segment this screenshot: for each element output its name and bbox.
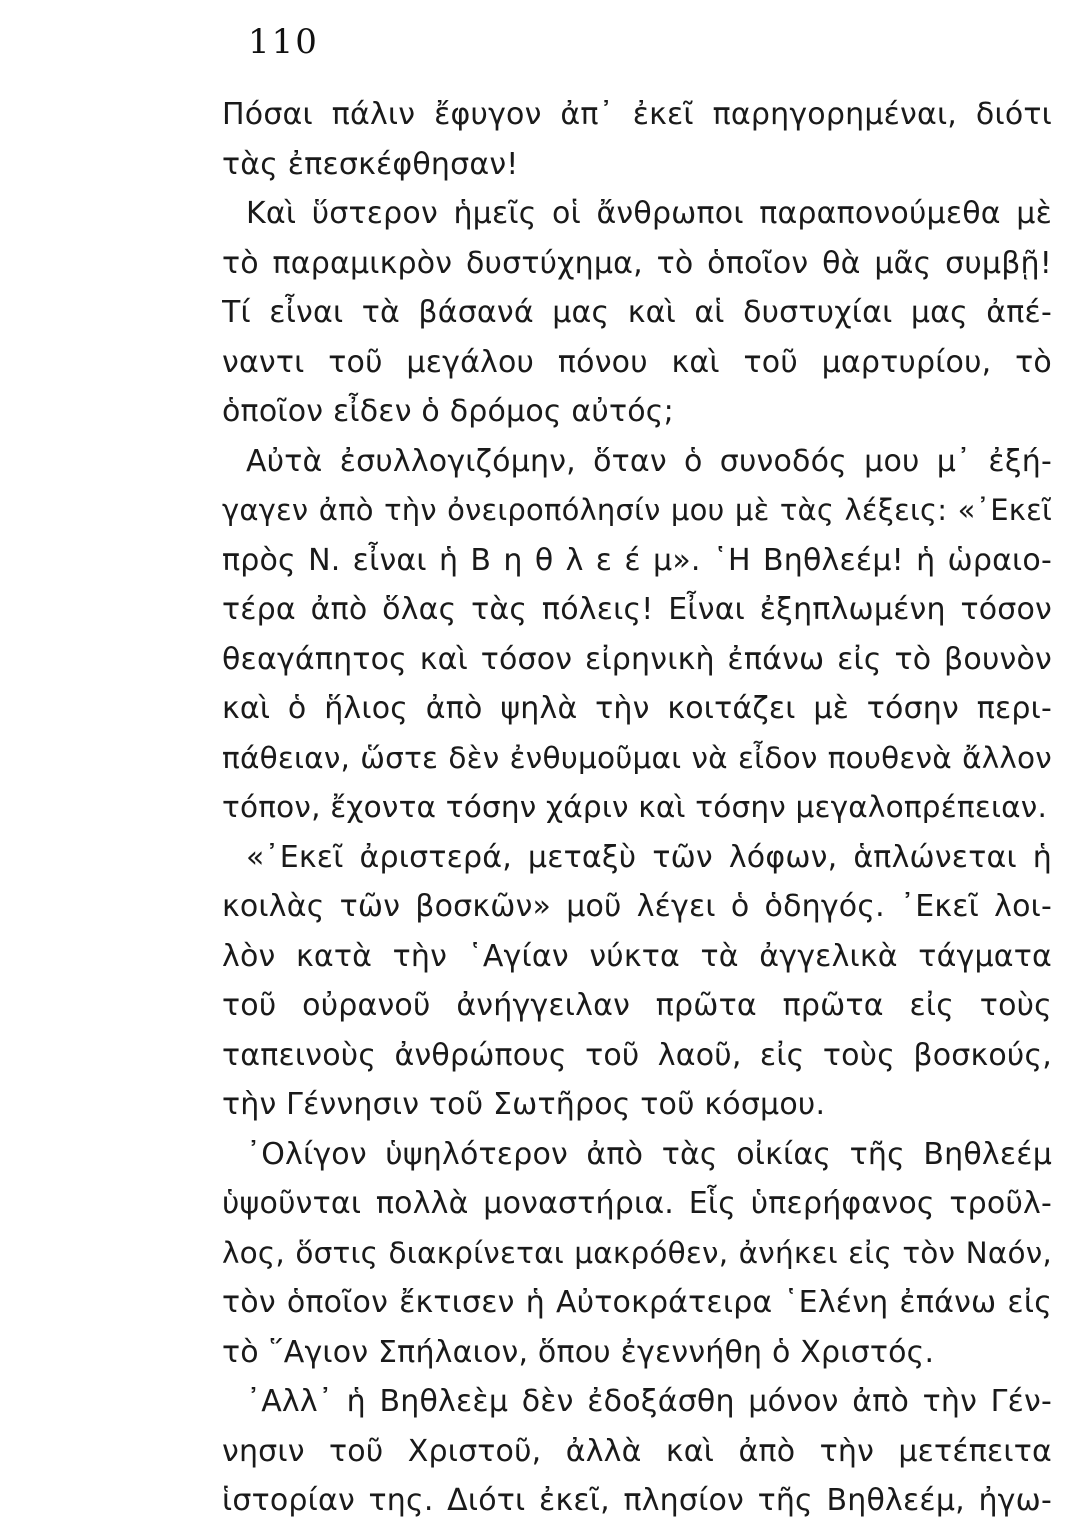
text-line: τόπον, ἔχοντα τόσην χάριν καὶ τόσην μεγαλοπρέπειαν.: [222, 790, 1048, 824]
text-line: Τί εἶναι τὰ βάσανά μας καὶ αἱ δυστυχίαι μας ἀπέ-: [222, 295, 1052, 330]
text-line: τὸ ῞Αγιον Σπήλαιον, ὅπου ἐγεννήθη ὁ Χριστός.: [222, 1334, 935, 1370]
text-line: τὴν Γέννησιν τοῦ Σωτῆρος τοῦ κόσμου.: [222, 1087, 826, 1122]
text-line: πρὸς Ν. εἶναι ἡ Β η θ λ ε έ μ». ῾Η Βηθλεέμ! ἡ ὡραιο-: [222, 542, 1052, 578]
text-line: τὰς ἐπεσκέφθησαν!: [222, 146, 519, 182]
text-line: ταπεινοὺς ἀνθρώπους τοῦ λαοῦ, εἰς τοὺς βοσκούς,: [222, 1037, 1052, 1073]
text-line: ναντι τοῦ μεγάλου πόνου καὶ τοῦ μαρτυρίου, τὸ: [222, 344, 1052, 380]
page-number: 110: [248, 22, 319, 62]
text-line: τὸ παραμικρὸν δυστύχημα, τὸ ὁποῖον θὰ μᾶς συμβῇ!: [222, 245, 1052, 281]
text-line: κοιλὰς τῶν βοσκῶν» μοῦ λέγει ὁ ὁδηγός. ᾿Εκεῖ λοι-: [222, 889, 1052, 924]
text-line: νησιν τοῦ Χριστοῦ, ἀλλὰ καὶ ἀπὸ τὴν μετέπειτα: [222, 1433, 1052, 1469]
text-line: τέρα ἀπὸ ὅλας τὰς πόλεις! Εἶναι ἐξηπλωμένη τόσον: [222, 592, 1052, 627]
text-line: Πόσαι πάλιν ἔφυγον ἀπ᾿ ἐκεῖ παρηγορημέναι, διότι: [222, 97, 1052, 132]
text-line: λὸν κατὰ τὴν ῾Αγίαν νύκτα τὰ ἀγγελικὰ τάγματα: [222, 938, 1052, 974]
text-line: θεαγάπητος καὶ τόσον εἰρηνικὴ ἐπάνω εἰς τὸ βουνὸν: [222, 641, 1052, 677]
text-line: καὶ ὁ ἥλιος ἀπὸ ψηλὰ τὴν κοιτάζει μὲ τόσην περι-: [222, 691, 1052, 726]
body-text: [222, 90, 1052, 1526]
text-line: ὑψοῦνται πολλὰ μοναστήρια. Εἷς ὑπερήφανος τροῦλ-: [222, 1186, 1052, 1221]
text-line: τοῦ οὐρανοῦ ἀνήγγειλαν πρῶτα πρῶτα εἰς τοὺς: [222, 988, 1052, 1023]
text-line: τὸν ὁποῖον ἔκτισεν ἡ Αὐτοκράτειρα ῾Ελένη ἐπάνω εἰς: [222, 1285, 1052, 1320]
text-line: λος, ὅστις διακρίνεται μακρόθεν, ἀνήκει εἰς τὸν Ναόν,: [222, 1235, 1052, 1270]
text-line: Καὶ ὕστερον ἡμεῖς οἱ ἄνθρωποι παραπονούμεθα μὲ: [246, 196, 1052, 231]
text-line: ὁποῖον εἶδεν ὁ δρόμος αὐτός;: [222, 394, 674, 429]
text-line: «᾿Εκεῖ ἀριστερά, μεταξὺ τῶν λόφων, ἁπλώνεται ἡ: [246, 839, 1052, 875]
text-line: γαγεν ἀπὸ τὴν ὀνειροπόλησίν μου μὲ τὰς λέξεις: «᾿Εκεῖ: [222, 493, 1052, 527]
text-line: ἱστορίαν της. Διότι ἐκεῖ, πλησίον τῆς Βηθλεέμ, ἠγω-: [222, 1483, 1052, 1518]
text-line: ᾿Αλλ᾿ ἡ Βηθλεὲμ δὲν ἐδοξάσθη μόνον ἀπὸ τὴν Γέν-: [246, 1384, 1052, 1419]
text-line: ᾿Ολίγον ὑψηλότερον ἀπὸ τὰς οἰκίας τῆς Βηθλεέμ: [246, 1136, 1052, 1172]
text-line: Αὐτὰ ἐσυλλογιζόμην, ὅταν ὁ συνοδός μου μ᾿ ἐξή-: [246, 443, 1052, 479]
text-line: πάθειαν, ὥστε δὲν ἐνθυμοῦμαι νὰ εἶδον πουθενὰ ἄλλον: [222, 740, 1052, 775]
